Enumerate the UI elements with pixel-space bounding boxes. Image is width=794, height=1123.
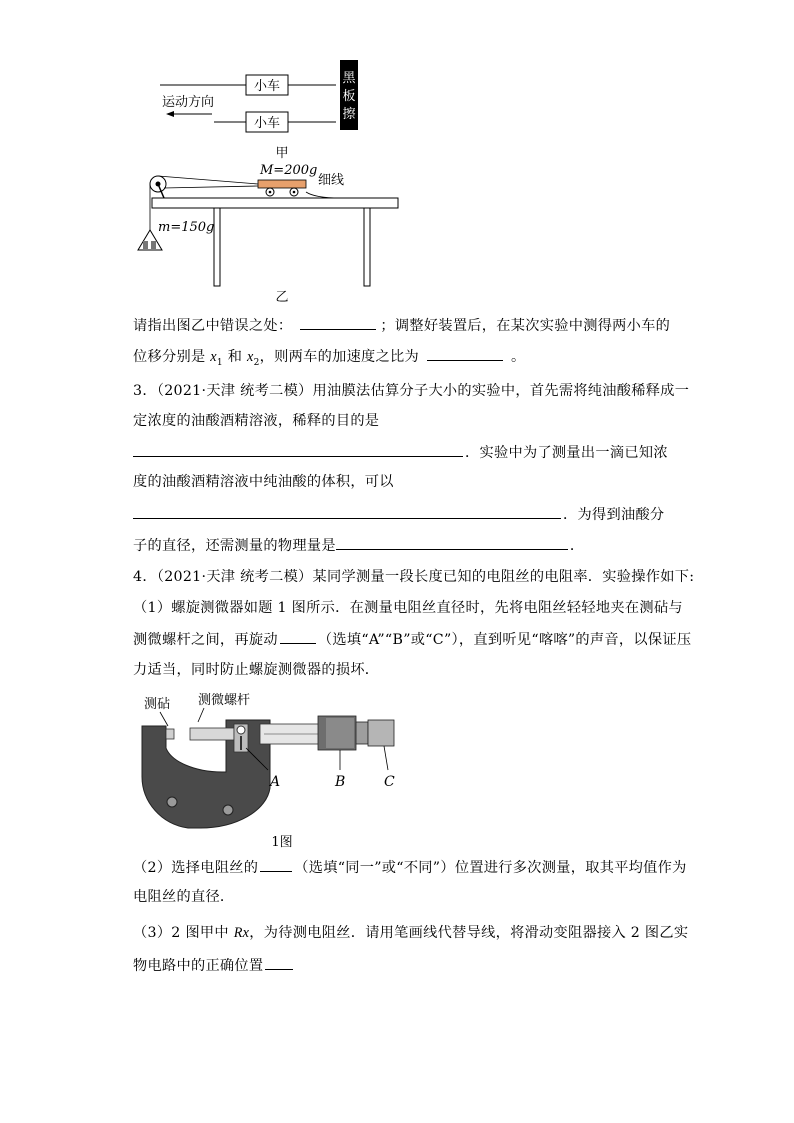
fig1-caption: 1图	[271, 835, 293, 850]
q4-blank-knob[interactable]	[280, 629, 316, 644]
cart-bottom-label: 小车	[253, 116, 281, 131]
ratchet-c	[368, 720, 394, 746]
ratchet-neck	[356, 722, 368, 744]
lock-knob-top	[237, 726, 245, 734]
wheel-hub-right	[293, 191, 296, 194]
q3-line5-end: ．为得到油酸分	[563, 507, 665, 523]
q4-p3-line1-text-b: ，为待测电阻丝．请用笔画线代替导线，将滑动变阻器接入 2 图乙实	[249, 925, 689, 941]
q2-x1: x	[210, 349, 217, 365]
q4-p1-line1: （1）螺旋测微器如题 1 图所示．在测量电阻丝直径时，先将电阻丝轻轻地夹在测砧与	[133, 600, 683, 616]
q2-x2-sub: 2	[253, 357, 260, 368]
q3-line4: 度的油酸酒精溶液中纯油酸的体积，可以	[133, 474, 394, 490]
table-leg-left	[214, 208, 220, 286]
figure-yi	[130, 158, 410, 308]
cart-top-label: 小车	[253, 79, 281, 94]
table-top	[152, 198, 398, 208]
label-c-leader	[384, 746, 388, 770]
q4-blank-position[interactable]	[260, 857, 292, 872]
eraser-char-3: 擦	[342, 107, 356, 122]
q2-blank-error[interactable]	[300, 315, 376, 330]
weight-block-2	[151, 241, 156, 249]
q2-line2-text-b: ，则两车的加速度之比为	[259, 349, 420, 365]
figure-jia	[150, 60, 390, 160]
anvil	[166, 729, 174, 739]
q4-p1-line3: 力适当，同时防止螺旋测微器的损坏．	[133, 662, 380, 678]
label-c: C	[384, 774, 395, 790]
fig-jia-caption: 甲	[275, 146, 289, 160]
eraser-char-2: 板	[342, 89, 356, 104]
q4-p3-line2-text: 物电路中的正确位置	[133, 958, 264, 974]
q2-line1-text-a: 请指出图乙中错误之处：	[133, 318, 293, 334]
frame-screw-1	[167, 797, 177, 807]
string-to-cart-lower	[164, 186, 258, 188]
q4-p2-line1-text-b: （选填“同一”或“不同”）位置进行多次测量，取其平均值作为	[294, 860, 687, 876]
q3-blank-quantity[interactable]	[336, 535, 568, 550]
spindle-label: 测微螺杆	[198, 693, 251, 708]
label-a: A	[270, 774, 281, 790]
q4-line1: 4．（2021·天津 统考二模）某同学测量一段长度已知的电阻丝的电阻率．实验操作如下:	[133, 569, 695, 585]
direction-label: 运动方向	[162, 95, 215, 110]
thread-tail	[306, 192, 346, 198]
q4-p1-line2	[133, 629, 691, 650]
q2-line2-end: 。	[511, 349, 526, 365]
string-to-cart-upper	[158, 176, 258, 184]
table-leg-right	[364, 208, 370, 286]
cart-body	[258, 180, 306, 188]
q4-p2-line1-text-a: （2）选择电阻丝的	[133, 860, 259, 876]
q2-x1-sub: 1	[216, 357, 223, 368]
q2-line1	[133, 315, 670, 336]
q2-line1-text-b: ；调整好装置后，在某次实验中测得两小车的	[380, 318, 671, 334]
q3-line3-end: ．实验中为了测量出一滴已知浓	[465, 445, 668, 461]
q4-p1-line2-text-b: （选填“A”“B”或“C”），直到听见“喀喀”的声音，以保证压	[317, 632, 692, 648]
q3-line6-text: 子的直径，还需测量的物理量是	[133, 538, 336, 554]
q4-p1-line2-text-a: 测微螺杆之间，再旋动	[133, 632, 278, 648]
frame-screw-2	[223, 805, 233, 815]
hanging-mass-label: m=150g	[158, 220, 215, 235]
q3-line6-end: ．	[569, 538, 585, 554]
q2-x2: x	[247, 349, 254, 365]
q3-line1: 3．（2021·天津 统考二模）用油膜法估算分子大小的实验中，首先需将纯油酸稀释成一	[133, 383, 690, 399]
wheel-hub-left	[269, 191, 272, 194]
cart-mass-label: M=200g	[260, 163, 318, 178]
thread-label: 细线	[318, 173, 345, 188]
spindle-leader	[198, 708, 204, 722]
micrometer-figure	[130, 688, 420, 853]
q2-line2-mid: 和	[222, 349, 247, 365]
direction-arrow-icon	[166, 111, 174, 117]
q4-p3-line1	[133, 923, 688, 943]
thimble-knurl	[326, 718, 354, 748]
q3-line3	[133, 442, 668, 463]
q4-p3-line1-text-a: （3）2 图甲中	[133, 925, 234, 941]
q4-p2-line1	[133, 857, 687, 878]
anvil-leader	[160, 712, 168, 726]
q3-line6	[133, 535, 584, 556]
q4-p2-line2: 电阻丝的直径．	[133, 889, 235, 905]
weight-block-1	[143, 241, 148, 249]
q3-line5	[133, 504, 664, 525]
q4-blank-circuit[interactable]	[265, 955, 293, 970]
eraser-char-1: 黑	[342, 71, 356, 86]
q4-p3-line2	[133, 955, 293, 976]
anvil-label: 测砧	[144, 697, 171, 712]
q2-line2-text-a: 位移分别是	[133, 349, 211, 365]
q4-p3-rx: Rx	[233, 925, 250, 941]
q3-blank-method[interactable]	[133, 504, 561, 519]
spindle	[190, 728, 234, 740]
label-b: B	[335, 774, 346, 790]
q2-line2	[133, 346, 526, 373]
fig-yi-caption: 乙	[275, 290, 289, 305]
q3-blank-purpose[interactable]	[133, 442, 463, 457]
q3-line2: 定浓度的油酸酒精溶液，稀释的目的是	[133, 413, 380, 429]
q2-blank-ratio[interactable]	[427, 346, 503, 361]
